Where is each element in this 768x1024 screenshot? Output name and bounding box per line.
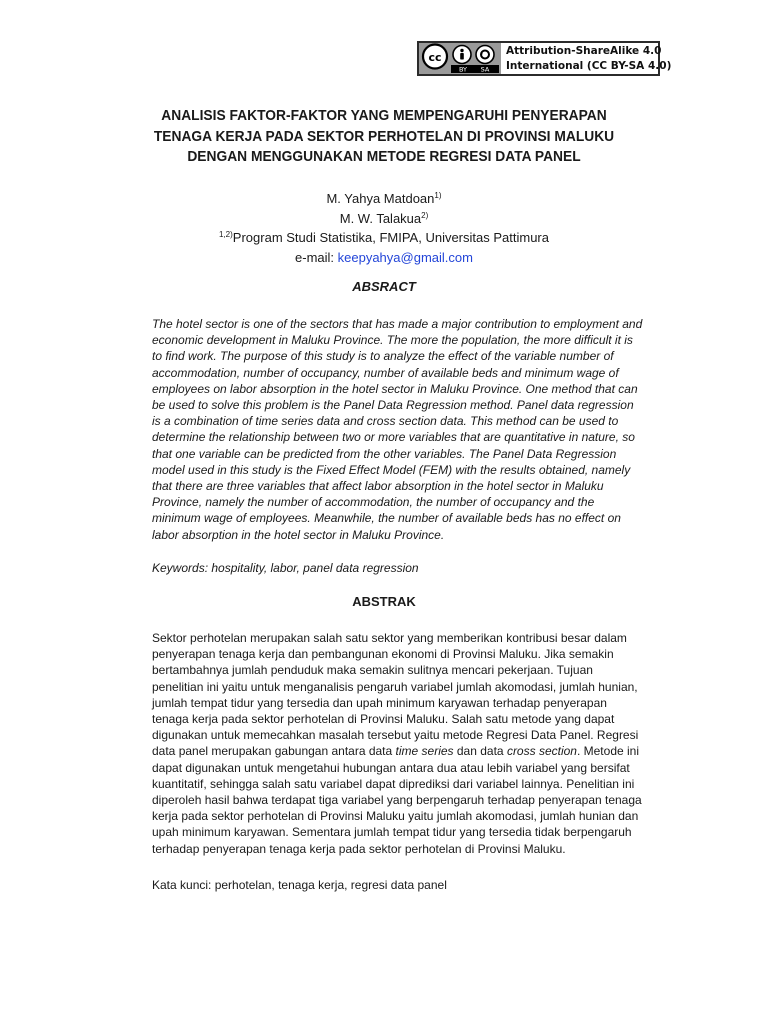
abstract-line: minimum wage of employees. Meanwhile, the number of available beds has no effect on (152, 511, 621, 526)
abstract-line: that one variable can be predicted from the other variables. The Panel Data Regression (152, 446, 617, 461)
email-label: e-mail: (295, 249, 338, 265)
email-line (0, 248, 768, 268)
paper-title (123, 106, 646, 168)
abstrak-text: data panel merupakan gabungan antara data (152, 744, 396, 759)
abstrak-line: dapat digunakan untuk mengetahui hubungan antara dua atau lebih variabel yang bersifat (152, 760, 630, 775)
abstract-line: model used in this study is the Fixed Effect Model (FEM) with the results obtained, namely (152, 462, 631, 477)
sa-label: SA (480, 65, 490, 74)
abstrak-body (152, 630, 642, 857)
abstrak-line: diperoleh hasil bahwa terdapat tiga variabel yang berpengaruh terhadap penyerapan tenaga (152, 793, 642, 808)
abstrak-term-cross-section: cross section (506, 744, 577, 759)
abstract-line: labor absorption in the hotel sector in Maluku Province. (152, 527, 445, 542)
abstract-line: that there are three variables that affect labor absorption in the hotel sector in Maluku (152, 479, 604, 494)
abstrak-line: kuantitatif, sehingga salah satu variabel dapat diprediksi dari variabel lainnya. Penelitian ini (152, 776, 635, 791)
by-label: BY (458, 65, 468, 74)
abstract-line: determine the relationship between two or more variables that are quantitative in nature, so (152, 430, 635, 445)
sa-share-alike-icon (476, 46, 494, 64)
abstrak-line: penyerapan tenaga kerja dan pembangunan ekonomi di Provinsi Maluku. Jika semakin (152, 647, 614, 662)
abstrak-text: dan data (453, 744, 507, 759)
abstrak-line: terhadap penyerapan tenaga kerja pada sektor perhotelan di Provinsi Maluku. (152, 841, 566, 856)
license-line-2: International (CC BY-SA 4.0) (506, 60, 672, 72)
abstrak-line: Sektor perhotelan merupakan salah satu sektor yang memberikan kontribusi besar dalam (152, 631, 627, 645)
author-2-name: M. W. Talakua (339, 210, 422, 226)
abstrak-line: kerja pada sektor perhotelan di Provinsi Maluku yaitu jumlah akomodasi, jumlah hunian dan (152, 809, 639, 824)
abstrak-line: upah minimum karyawan. Sementara jumlah tempat tidur yang tersedia tidak berpengaruh (152, 825, 632, 840)
abstract-line: employees on labor absorption in the hotel sector in Maluku Province. One method that can (152, 381, 638, 396)
license-icons (419, 43, 501, 74)
author-1-sup: 1) (434, 191, 442, 200)
author-1-name: M. Yahya Matdoan (326, 191, 435, 206)
email-link[interactable]: keepyahya@gmail.com (337, 249, 473, 265)
abstrak-line: tenaga kerja pada sektor perhotelan di Provinsi Maluku. Salah satu metode yang dapat (152, 712, 615, 727)
abstrak-heading: ABSTRAK (352, 594, 416, 609)
abstract-body (152, 316, 643, 543)
title-line-1: ANALISIS FAKTOR-FAKTOR YANG MEMPENGARUHI PENYERAPAN (161, 107, 607, 124)
abstrak-line: jumlah tempat tidur yang tersedia dan upah minimum karyawan terhadap penyerapan (152, 695, 607, 710)
abstract-heading: ABSRACT (352, 279, 416, 294)
affiliation-sup: 1,2) (219, 230, 233, 239)
abstrak-line: digunakan untuk memecahkan masalah tersebut yaitu metode Regresi Data Panel. Regresi (152, 728, 639, 743)
svg-text:cc: cc (428, 51, 442, 64)
abstrak-term-time-series: time series (395, 744, 454, 759)
title-line-2: TENAGA KERJA PADA SEKTOR PERHOTELAN DI PROVINSI MALUKU (153, 127, 615, 145)
cc-icon (423, 45, 447, 69)
author-2-sup: 2) (421, 210, 429, 220)
license-text (501, 43, 671, 74)
abstract-line: economic development in Maluku Province. The more the population, the more difficult it is (152, 333, 633, 348)
affiliation (0, 228, 768, 248)
abstrak-line: penelitian ini yaitu untuk menganalisis pengaruh variabel jumlah akomodasi, jumlah hunian, (152, 679, 638, 694)
abstract-line: to find work. The purpose of this study is to analyze the effect of the variable number of (152, 349, 614, 364)
license-line-1: Attribution-ShareAlike 4.0 (506, 45, 662, 57)
abstract-line: accommodation, number of occupancy, number of available beds and minimum wage of (152, 365, 619, 380)
abstract-line: is a combination of time series data and cross section data. This method can be used to (152, 414, 619, 429)
by-person-icon (453, 46, 471, 64)
abstract-line: be used to solve this problem is the Panel Data Regression method. Panel data regression (152, 398, 634, 413)
abstrak-keywords: Kata kunci: perhotelan, tenaga kerja, regresi data panel (152, 878, 447, 892)
abstract-line: The hotel sector is one of the sectors that has made a major contribution to employment and (152, 317, 643, 331)
abstrak-line: bertambahnya jumlah penduduk maka semakin sulitnya mencari pekerjaan. Tujuan (152, 663, 593, 678)
title-line-3: DENGAN MENGGUNAKAN METODE REGRESI DATA PANEL (187, 148, 581, 165)
author-1 (0, 189, 768, 209)
author-block (0, 189, 768, 267)
abstrak-line (152, 743, 640, 759)
license-badge (417, 41, 672, 76)
abstract-keywords: Keywords: hospitality, labor, panel data regression (152, 561, 419, 575)
author-2 (0, 209, 768, 229)
abstract-line: Province, namely the number of accommodation, the number of occupancy and the (152, 495, 595, 510)
abstrak-text: . Metode ini (576, 744, 640, 759)
affiliation-text: Program Studi Statistika, FMIPA, Universitas Pattimura (232, 230, 549, 245)
